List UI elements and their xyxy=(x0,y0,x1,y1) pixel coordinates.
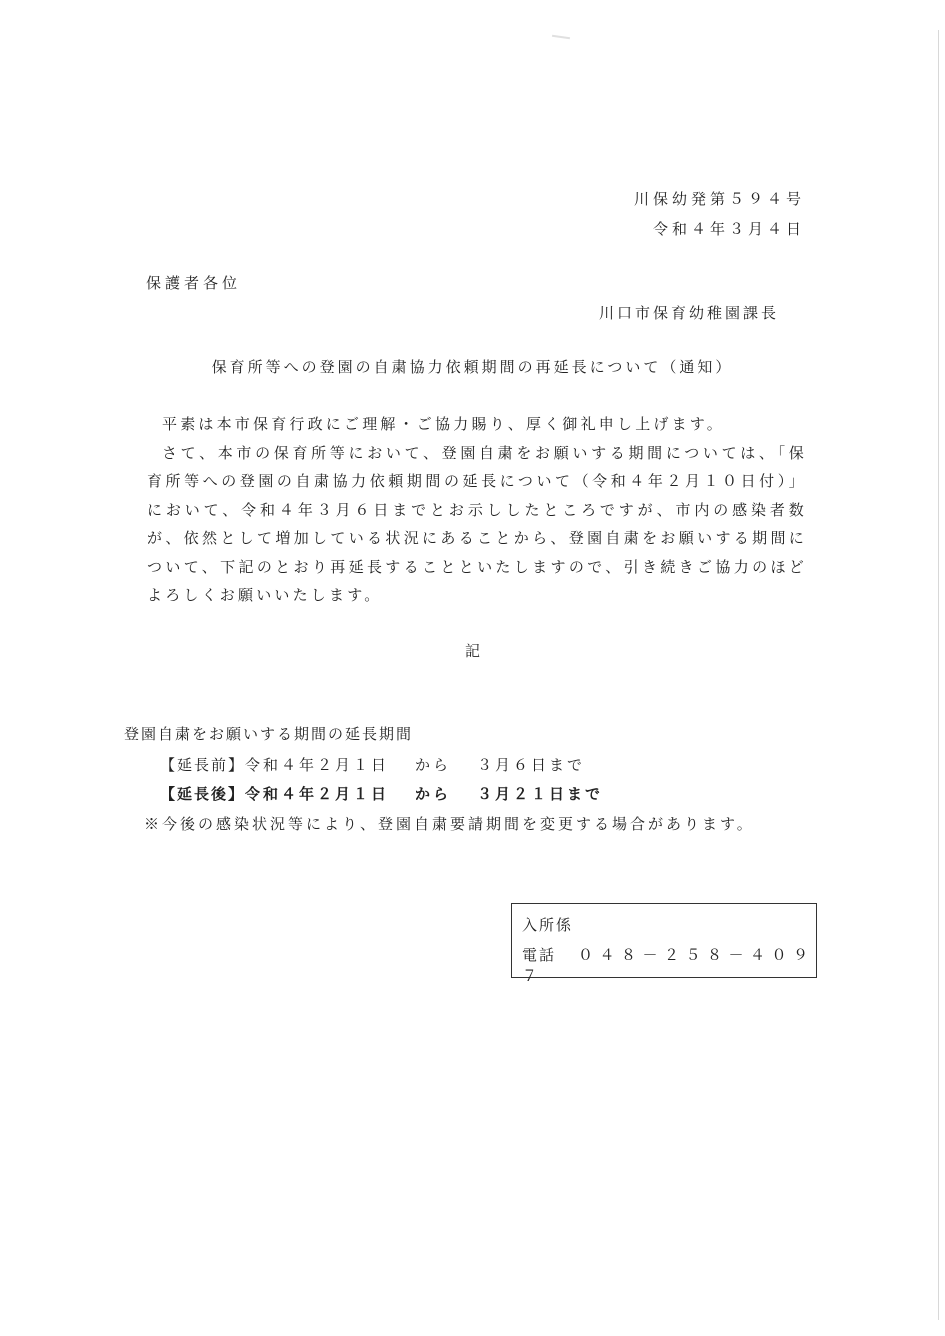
contact-box xyxy=(511,903,817,985)
period-before-from: から xyxy=(415,756,452,774)
recipient: 保護者各位 xyxy=(146,274,242,292)
period-after-from: から xyxy=(415,785,452,803)
body-paragraph-greeting: 平素は本市保育行政にご理解・ご協力賜り、厚く御礼申し上げます。 xyxy=(162,415,726,433)
scan-edge-line xyxy=(938,30,939,1320)
body-text xyxy=(147,410,807,610)
contact-phone-label: 電話 xyxy=(522,946,557,964)
period-before-start: 令和４年２月１日 xyxy=(245,756,390,774)
subject-title: 保育所等への登園の自粛協力依頼期間の再延長について（通知） xyxy=(211,358,734,376)
body-paragraph-main: さて、本市の保育所等において、登園自粛をお願いする期間については、「保育所等への登園の自粛協力依頼期間の延長について（令和４年２月１０日付）」において、令和４年３月６日までとお示ししたところですが、市内の感染者数が、依然として増加している状況にあることから、登園自粛をお願いする期間について、下記のとおり再延長することといたしますので、引き続きご協力のほどよろしくお願いいたします。 xyxy=(147,443,807,604)
period-before-end: ３月６日まで xyxy=(477,756,586,774)
period-heading: 登園自粛をお願いする期間の延長期間 xyxy=(124,725,414,743)
ki-heading: 記 xyxy=(464,642,480,660)
sender: 川口市保育幼稚園課長 xyxy=(598,304,779,322)
contact-section: 入所係 xyxy=(522,916,574,934)
period-after-end: ３月２１日まで xyxy=(477,785,604,803)
period-after-start: 令和４年２月１日 xyxy=(245,785,390,803)
period-after-label: 【延長後】 xyxy=(160,785,246,803)
period-after-row xyxy=(160,783,603,804)
document-number: 川保幼発第５９４号 xyxy=(633,190,805,208)
period-before-label: 【延長前】 xyxy=(160,756,246,774)
period-note: ※今後の感染状況等により、登園自粛要請期間を変更する場合があります。 xyxy=(144,815,755,833)
contact-phone-number: ０４８－２５８－４０９７ xyxy=(522,946,815,985)
contact-phone-row xyxy=(522,944,816,986)
scan-mark xyxy=(552,35,570,39)
document-date: 令和４年３月４日 xyxy=(652,220,805,238)
period-before-row xyxy=(160,754,585,775)
